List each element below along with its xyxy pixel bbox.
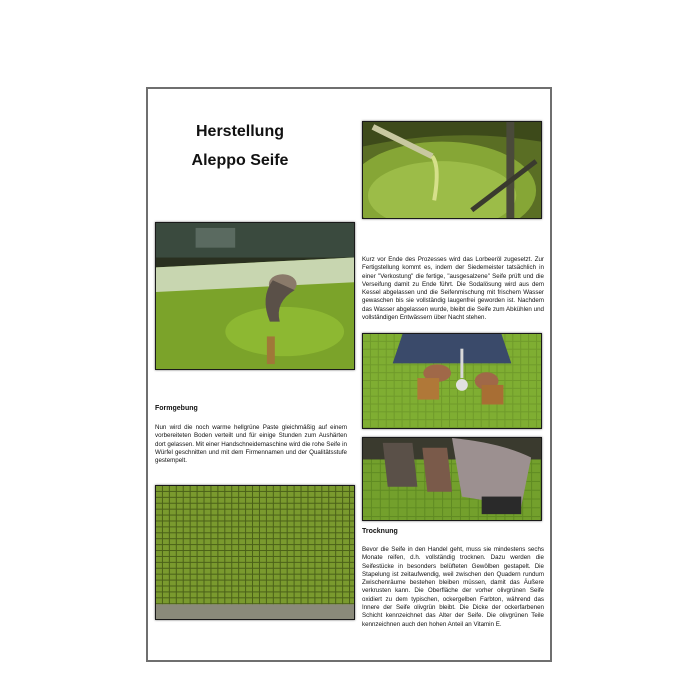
photo-spreading-paste [155, 222, 355, 370]
drying-heading: Trocknung [362, 528, 398, 535]
photo-cut-soap-cubes [155, 485, 355, 620]
drying-text: Bevor die Seife in den Handel geht, muss sie mindestens sechs Monate reifen, d.h. vollständig trocknen. Dazu werden die Seifestücke in besonders belüfteten Gewölben gestapelt. Die Stapelung ist zeitaufwendig, weil zwischen den Quadern rundum Zwischenräume bestehen bleiben müssen, damit das Äußere verkrusten kann. Die Oberfläche der vorher olivgrünen Seife oxidiert zu dem typischen, ockergelben Farbton, während das Innere der Seife olivgrün bleibt. Die Dicke der ockerfarbenen Schicht kennzeichnet das Alter der Seife. Die olivgrünen Teile kennzeichnen auch den hohen Anteil an Vitamin E. [362, 546, 544, 628]
photo-kettle-pouring [362, 121, 542, 219]
shaping-heading: Formgebung [155, 405, 198, 412]
shaping-text: Nun wird die noch warme hellgrüne Paste gleichmäßig auf einem vorbereiteten Boden verteilt und für einige Stunden zum Aushärten dort gelassen. Mit einer Handschneidemaschine wird die rohe Seife in Würfel geschnitten und mit dem Firmennamen und der Qualitätsstufe gestempelt. [155, 424, 347, 465]
photo-stamping-soap [362, 333, 542, 429]
photo-stacking-soap [362, 437, 542, 521]
finishing-text: Kurz vor Ende des Prozesses wird das Lorbeeröl zugesetzt. Zur Fertigstellung kommt es, indem der Siedemeister tatsächlich in einer "Verkostung" die fertige, "ausgesalzene" Seife prüft und die Verseifung damit zu Ende führt. Die Sodalösung wird aus dem Kessel abgelassen und die Seifenmischung mit frischem Wasser gewaschen bis sie vollständig laugenfrei geworden ist. Nachdem das Wasser abgelassen wurde, bleibt die Seife zum Abkühlen und vollständigen Entwässern über Nacht stehen. [362, 256, 544, 322]
title-line-1: Herstellung [195, 123, 284, 140]
title-line-2: Aleppo Seife [191, 152, 289, 169]
